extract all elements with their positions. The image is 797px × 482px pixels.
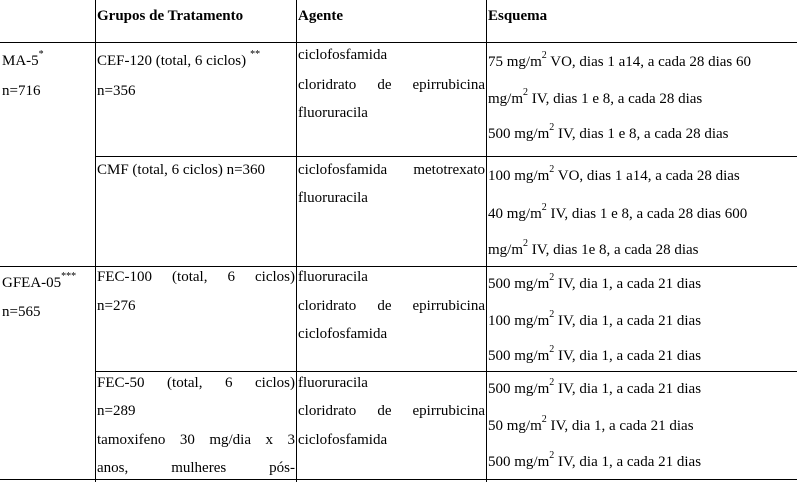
group-fec100-n: n=276: [97, 298, 136, 314]
agent-line: [298, 297, 485, 315]
exponent: 2: [549, 309, 555, 320]
exponent: 2: [541, 202, 547, 213]
agent-line: [298, 161, 485, 179]
group-fec50-line: [97, 431, 295, 449]
schedule: IV, dia 1, a cada 21 dias: [546, 418, 694, 434]
schedule: IV, dia 1, a cada 21 dias: [554, 313, 702, 329]
schedule: IV, dias 1e 8, a cada 28 dias: [528, 242, 699, 258]
group-word: 6: [224, 375, 233, 391]
table-rule: [95, 0, 96, 482]
dose: 100 mg/m: [488, 313, 550, 329]
exponent: 2: [541, 414, 547, 425]
exponent: 2: [523, 238, 529, 249]
agent-word: de: [377, 298, 392, 314]
group-word: 6: [227, 269, 235, 285]
table-rule: [95, 156, 797, 157]
agent-line: fluoruracila: [298, 375, 368, 391]
scheme-line: [488, 414, 694, 435]
group-word: x: [265, 432, 273, 448]
header-agent: Agente: [298, 8, 343, 24]
agent-word: cloridrato: [298, 77, 357, 93]
group-cef120: [97, 49, 261, 70]
group-word: (total,: [172, 269, 208, 285]
schedule: IV, dia 1, a cada 21 dias: [554, 276, 702, 292]
scheme-line: [488, 87, 703, 108]
dose: 500 mg/m: [488, 454, 550, 470]
group-fec50: [97, 374, 295, 392]
dose: 40 mg/m: [488, 206, 542, 222]
group-fec100: [97, 268, 295, 286]
exponent: 2: [549, 272, 555, 283]
table-rule: [296, 0, 297, 482]
dose: mg/m: [488, 242, 524, 258]
group-name: CEF-120 (total, 6 ciclos): [97, 53, 247, 69]
scheme-line: [488, 164, 740, 185]
group-word: mulheres: [171, 460, 227, 476]
dose: mg/m: [488, 91, 524, 107]
group-word: 3: [287, 432, 295, 448]
schedule: VO, dias 1 a14, a cada 28 dias 60: [546, 54, 752, 70]
exponent: 2: [549, 450, 555, 461]
schedule: IV, dias 1 e 8, a cada 28 dias: [528, 91, 703, 107]
agent-word: cloridrato: [298, 403, 357, 419]
agent-line: ciclofosfamida: [298, 47, 388, 63]
footnote-marker: ***: [61, 271, 77, 282]
scheme-line: [488, 238, 699, 259]
dose: 500 mg/m: [488, 126, 550, 142]
study-gfea05-n: n=565: [2, 304, 41, 320]
agent-line: fluoruracila: [298, 269, 368, 285]
scheme-line: [488, 344, 702, 365]
group-fec50-n: n=289: [97, 403, 136, 419]
exponent: 2: [549, 164, 555, 175]
group-word: (total,: [167, 375, 203, 391]
table-rule: [0, 479, 797, 480]
group-word: 30: [179, 432, 195, 448]
agent-line: ciclofosfamida: [298, 326, 388, 342]
table-rule: [0, 266, 797, 267]
group-word: tamoxifeno: [97, 432, 166, 448]
group-word: anos,: [97, 460, 129, 476]
dose: 100 mg/m: [488, 168, 550, 184]
group-cef120-n: n=356: [97, 83, 136, 99]
schedule: IV, dias 1 e 8, a cada 28 dias: [554, 126, 729, 142]
agent-line: [298, 402, 485, 420]
agent-word: metotrexato: [413, 162, 485, 178]
exponent: 2: [541, 50, 547, 61]
group-word: FEC-100: [97, 269, 153, 285]
group-fec50-line: [97, 459, 295, 477]
header-scheme: Esquema: [488, 8, 548, 24]
footnote-marker: **: [250, 49, 261, 60]
table-rule: [0, 42, 797, 43]
dose: 500 mg/m: [488, 348, 550, 364]
scheme-line: [488, 50, 752, 71]
schedule: IV, dias 1 e 8, a cada 28 dias 600: [546, 206, 748, 222]
header-group: Grupos de Tratamento: [97, 8, 244, 24]
group-cmf: CMF (total, 6 ciclos) n=360: [97, 162, 266, 178]
schedule: IV, dia 1, a cada 21 dias: [554, 348, 702, 364]
agent-word: de: [377, 403, 392, 419]
group-word: ciclos): [255, 375, 295, 391]
exponent: 2: [549, 377, 555, 388]
exponent: 2: [523, 87, 529, 98]
agent-word: epirrubicina: [412, 298, 485, 314]
scheme-line: [488, 377, 702, 398]
group-word: FEC-50: [97, 375, 145, 391]
study-ma5: [2, 49, 44, 70]
agent-line: fluoruracila: [298, 190, 368, 206]
study-gfea05: [2, 271, 77, 292]
dose: 50 mg/m: [488, 418, 542, 434]
footnote-marker: *: [38, 49, 44, 60]
scheme-line: [488, 272, 702, 293]
schedule: IV, dia 1, a cada 21 dias: [554, 454, 702, 470]
scheme-line: [488, 122, 729, 143]
table-rule: [95, 371, 797, 372]
agent-word: ciclofosfamida: [298, 162, 388, 178]
schedule: VO, dias 1 a14, a cada 28 dias: [554, 168, 740, 184]
schedule: IV, dia 1, a cada 21 dias: [554, 381, 702, 397]
study-name: GFEA-05: [2, 275, 62, 291]
dose: 500 mg/m: [488, 276, 550, 292]
agent-line: fluoruracila: [298, 105, 368, 121]
table-rule: [486, 0, 487, 482]
agent-line: [298, 76, 485, 94]
dose: 500 mg/m: [488, 381, 550, 397]
agent-word: epirrubicina: [412, 403, 485, 419]
study-ma5-n: n=716: [2, 83, 41, 99]
agent-line: ciclofosfamida: [298, 432, 388, 448]
agent-word: cloridrato: [298, 298, 357, 314]
scheme-line: [488, 450, 702, 471]
group-word: ciclos): [255, 269, 295, 285]
group-word: mg/dia: [209, 432, 251, 448]
agent-word: epirrubicina: [412, 77, 485, 93]
scheme-line: [488, 202, 748, 223]
dose: 75 mg/m: [488, 54, 542, 70]
study-name: MA-5: [2, 53, 39, 69]
group-word: pós-: [269, 460, 295, 476]
scheme-line: [488, 309, 702, 330]
agent-word: de: [377, 77, 392, 93]
exponent: 2: [549, 122, 555, 133]
exponent: 2: [549, 344, 555, 355]
